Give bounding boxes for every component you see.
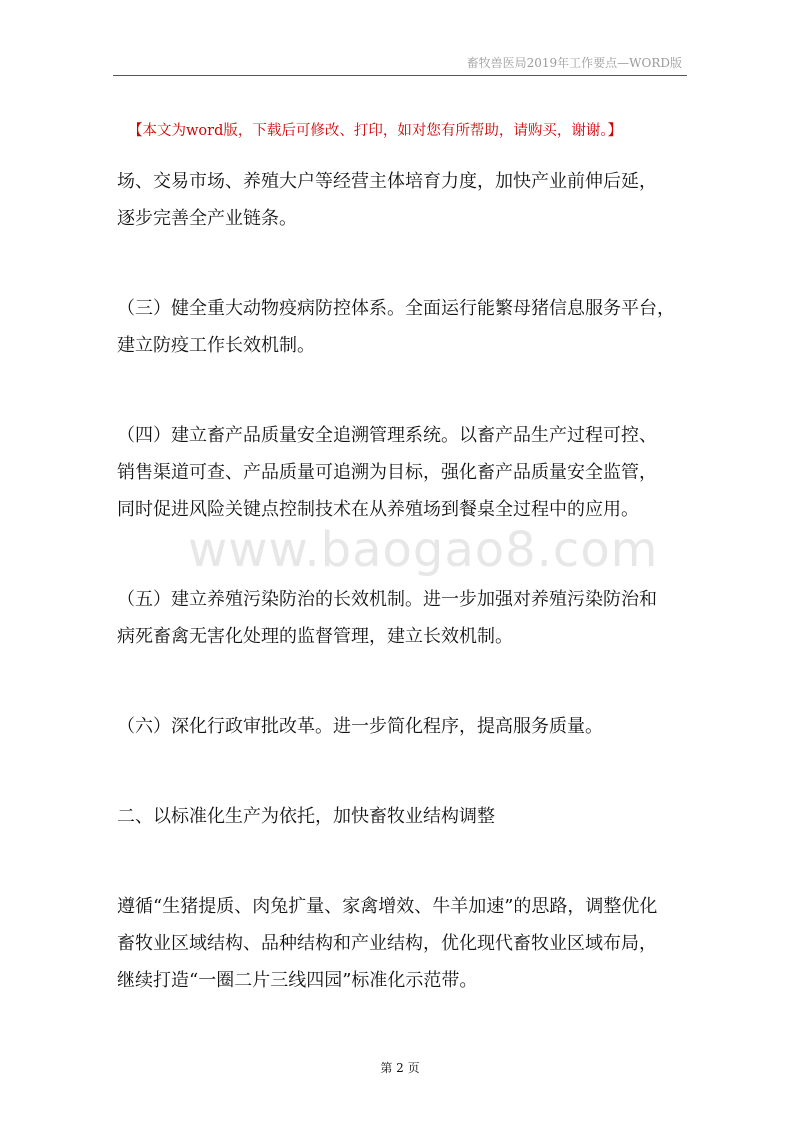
document-body: [117, 163, 702, 1052]
header-divider: [113, 75, 687, 76]
paragraph-line: （三）健全重大动物疫病防控体系。全面运行能繁母猪信息服务平台，: [117, 298, 675, 319]
page-number: 第 2 页: [380, 1061, 420, 1075]
paragraph-7: [117, 888, 702, 999]
section-heading: [117, 798, 702, 835]
paragraph-line: 二、以标准化生产为依托，加快畜牧业结构调整: [117, 806, 495, 827]
paragraph-1: [117, 163, 702, 237]
download-notice: 【本文为word版，下载后可修改、打印，如对您有所帮助，请购买，谢谢。】: [128, 123, 623, 139]
page-header-title: 畜牧兽医局2019年工作要点—WORD版: [466, 56, 682, 70]
paragraph-2: [117, 290, 702, 364]
paragraph-line: （六）深化行政审批改革。进一步简化程序，提高服务质量。: [117, 716, 603, 737]
paragraph-line: 继续打造“一圈二片三线四园”标准化示范带。: [117, 970, 478, 991]
paragraph-line: 畜牧业区域结构、品种结构和产业结构，优化现代畜牧业区域布局，: [117, 933, 657, 954]
paragraph-line: 病死畜禽无害化处理的监督管理，建立长效机制。: [117, 626, 513, 647]
paragraph-3: [117, 417, 702, 528]
paragraph-line: 销售渠道可查、产品质量可追溯为目标，强化畜产品质量安全监管，: [117, 462, 657, 483]
watermark: www.baogao8.com: [188, 522, 659, 578]
paragraph-5: [117, 708, 702, 745]
paragraph-4: [117, 581, 702, 655]
paragraph-line: 建立防疫工作长效机制。: [117, 335, 315, 356]
paragraph-line: （五）建立养殖污染防治的长效机制。进一步加强对养殖污染防治和: [117, 589, 657, 610]
paragraph-line: 遵循“生猪提质、肉兔扩量、家禽增效、牛羊加速”的思路，调整优化: [117, 896, 658, 917]
paragraph-line: 场、交易市场、养殖大户等经营主体培育力度，加快产业前伸后延，: [117, 171, 657, 192]
paragraph-line: 逐步完善全产业链条。: [117, 208, 297, 229]
paragraph-line: 同时促进风险关键点控制技术在从养殖场到餐桌全过程中的应用。: [117, 499, 639, 520]
paragraph-line: （四）建立畜产品质量安全追溯管理系统。以畜产品生产过程可控、: [117, 425, 657, 446]
